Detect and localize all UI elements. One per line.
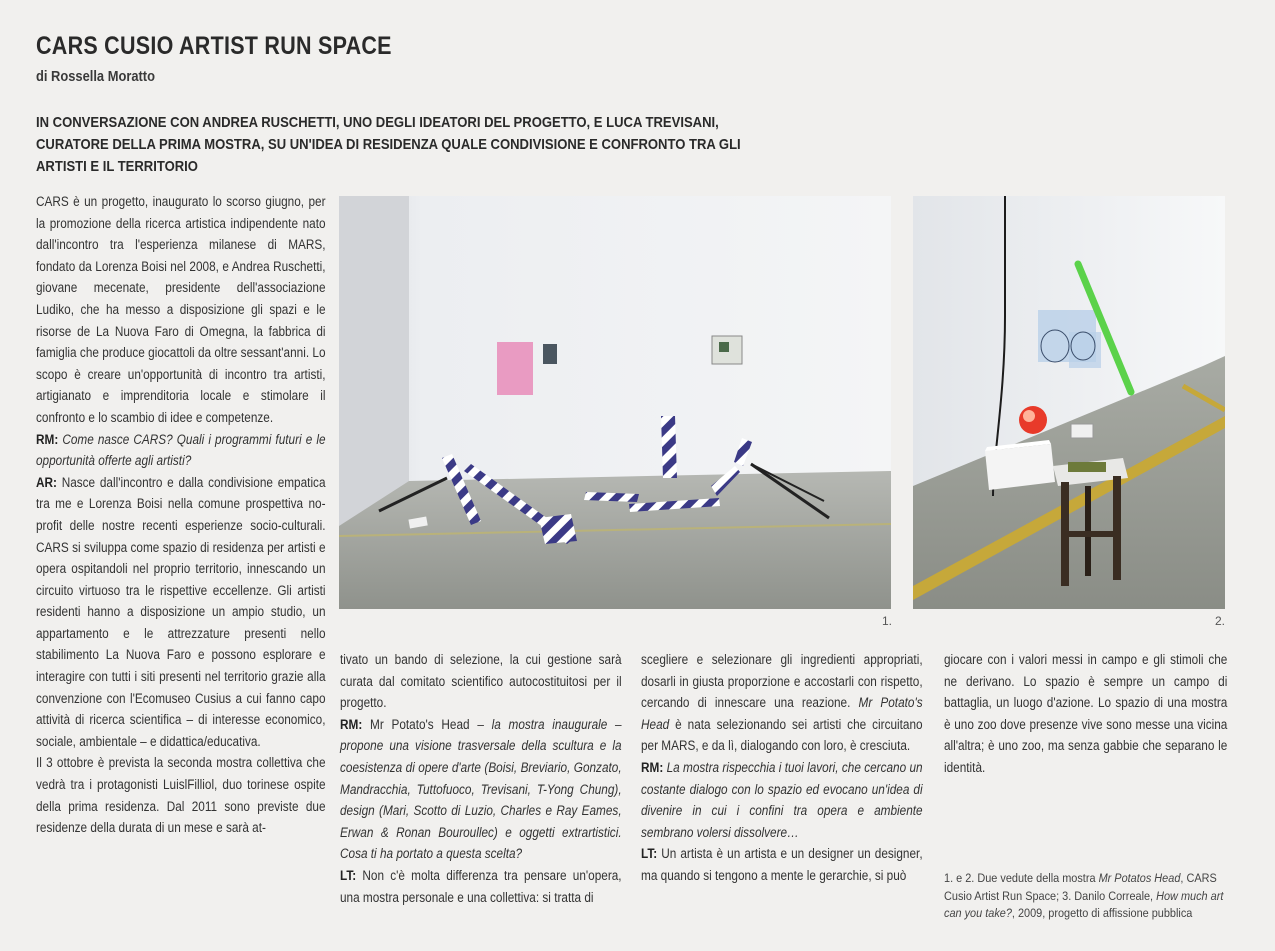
- exhibition-title: Mr Potato's Head: [370, 716, 470, 732]
- text-column-1: [36, 191, 326, 839]
- answer-1: [36, 472, 326, 753]
- paragraph-text: scegliere e selezionare gli ingredienti appropriati, dosarli in giusta proporzione e accostarli con rispetto, cercando di innescare una reazione.: [641, 652, 923, 711]
- paragraph: [641, 649, 923, 757]
- paragraph: tivato un bando di selezione, la cui gestione sarà curata dal comitato scientifico autocostituitosi per il progetto.: [340, 652, 622, 711]
- intro-paragraph: CARS è un progetto, inaugurato lo scorso giugno, per la promozione della ricerca artistica indipendente nato dall'incontro tra l'esperienza milanese di MARS, fondato da Lorenza Boisi nel 2008, e Andrea Ruschetti, giovane mecenate, presidente dell'associazione Ludiko, che ha messo a disposizione gli spazi e le risorse de La Nuova Faro di Omegna, la fabbrica di famiglia che produce giocattoli da oltre sessant'anni. Lo scopo è creare un'opportunità di incontro tra artisti, artigianato e imprenditoria locale e stimolare il confronto e lo scambio di idee e competenze.: [36, 194, 326, 425]
- question-text: La mostra rispecchia i tuoi lavori, che cercano un costante dialogo con lo spazio ed evocano un'idea di divenire in cui i confini tra opera e ambiente sembrano volersi dissolvere…: [641, 759, 923, 840]
- question-2: [340, 714, 622, 865]
- text-column-2: [340, 649, 622, 908]
- figure-number-1: 1.: [882, 614, 893, 628]
- question-1: [36, 429, 326, 472]
- question-3: [641, 757, 923, 843]
- text-column-3: [641, 649, 923, 887]
- answer-text: Un artista è un artista e un designer un designer, ma quando si tengono a mente le gerarchie, si può: [641, 846, 923, 883]
- article-subtitle: IN CONVERSAZIONE CON ANDREA RUSCHETTI, UNO DEGLI IDEATORI DEL PROGETTO, E LUCA TREVISANI, CURATORE DELLA PRIMA MOSTRA, SU UN'IDEA DI RESIDENZA QUALE CONDIVISIONE E CONFRONTO TRA GLI ARTISTI E IL TERRITORIO: [36, 114, 741, 175]
- speaker-label: LT:: [340, 867, 357, 883]
- speaker-label: LT:: [641, 846, 658, 862]
- caption-title: How much art can you take?: [944, 888, 1224, 920]
- figure-number-2: 2.: [1215, 614, 1226, 628]
- speaker-label: AR:: [36, 474, 57, 490]
- speaker-label: RM:: [340, 716, 363, 732]
- paragraph-text: è nata selezionando sei artisti che circuitano per MARS, e da lì, dialogando con loro, è cresciuta.: [641, 716, 923, 754]
- question-text: – la mostra inaugurale – propone una visione trasversale della scultura e la coesistenza di opere d'arte (Boisi, Breviario, Gonzato, Mandracchia, Tuttofuoco, Trevisani, T-Yong Chung), design (Mari, Scotto di Luzio, Charles e Ray Eames, Erwan & Ronan Bouroullec) e oggetti extrartistici. Cosa ti ha portato a questa scelta?: [340, 716, 622, 862]
- speaker-label: RM:: [36, 431, 59, 447]
- question-text: Come nasce CARS? Quali i programmi futuri e le opportunità offerte agli artisti?: [36, 431, 326, 469]
- exhibition-title: Mr Potato's Head: [641, 695, 923, 732]
- answer-2: [340, 865, 622, 908]
- caption-text: , CARS Cusio Artist Run Space; 3. Danilo Correale,: [944, 871, 1217, 903]
- caption-title: Mr Potatos Head: [1098, 871, 1181, 885]
- text-column-4: [944, 649, 1227, 779]
- answer-text: Nasce dall'incontro e dalla condivisione empatica tra me e Lorenza Boisi nella comune prospettiva no-profit delle nostre recenti esperienze socio-culturali. CARS si sviluppa come spazio di residenza per artisti e opera ospitandoli nel proprio territorio, innescando un circuito virtuoso tra le rispettive eccellenze. Gli artisti residenti hanno a disposizione un ampio studio, un appartamento e le attrezzature presenti nello stabilimento La Nuova Faro e possono esplorare e interagire con tutti i siti presenti nel territorio grazie alla convenzione con l'Ecomuseo Cusius a cui fanno capo attività di ricerca scientifica – di interesse economico, sociale, ambientale – e didattica/educativa.: [36, 474, 326, 749]
- answer-3: [641, 843, 923, 886]
- article-author: di Rossella Moratto: [36, 68, 155, 85]
- exhibition-photo-2: [913, 196, 1225, 609]
- caption-text: , 2009, progetto di affissione pubblica: [1011, 906, 1193, 920]
- answer-text: Non c'è molta differenza tra pensare un'opera, una mostra personale e una collettiva: si tratta di: [340, 867, 622, 905]
- figure-caption: [944, 870, 1226, 923]
- article-title: CARS CUSIO ARTIST RUN SPACE: [36, 32, 392, 60]
- caption-text: 1. e 2. Due vedute della mostra: [944, 871, 1099, 885]
- paragraph: Il 3 ottobre è prevista la seconda mostra collettiva che vedrà tra i protagonisti LuislFilliol, duo torinese ospite della prima residenza. Dal 2011 sono previste due residenze della durata di un mese e sarà at-: [36, 755, 326, 836]
- paragraph: giocare con i valori messi in campo e gli stimoli che ne derivano. Lo spazio è sempre un campo di battaglia, un luogo d'azione. Lo spazio di una mostra è uno zoo dove presenze vive sono messe una vicina all'altra; è uno zoo, ma senza gabbie che separano le identità.: [944, 652, 1228, 775]
- speaker-label: RM:: [641, 759, 664, 775]
- exhibition-photo-1: [339, 196, 891, 609]
